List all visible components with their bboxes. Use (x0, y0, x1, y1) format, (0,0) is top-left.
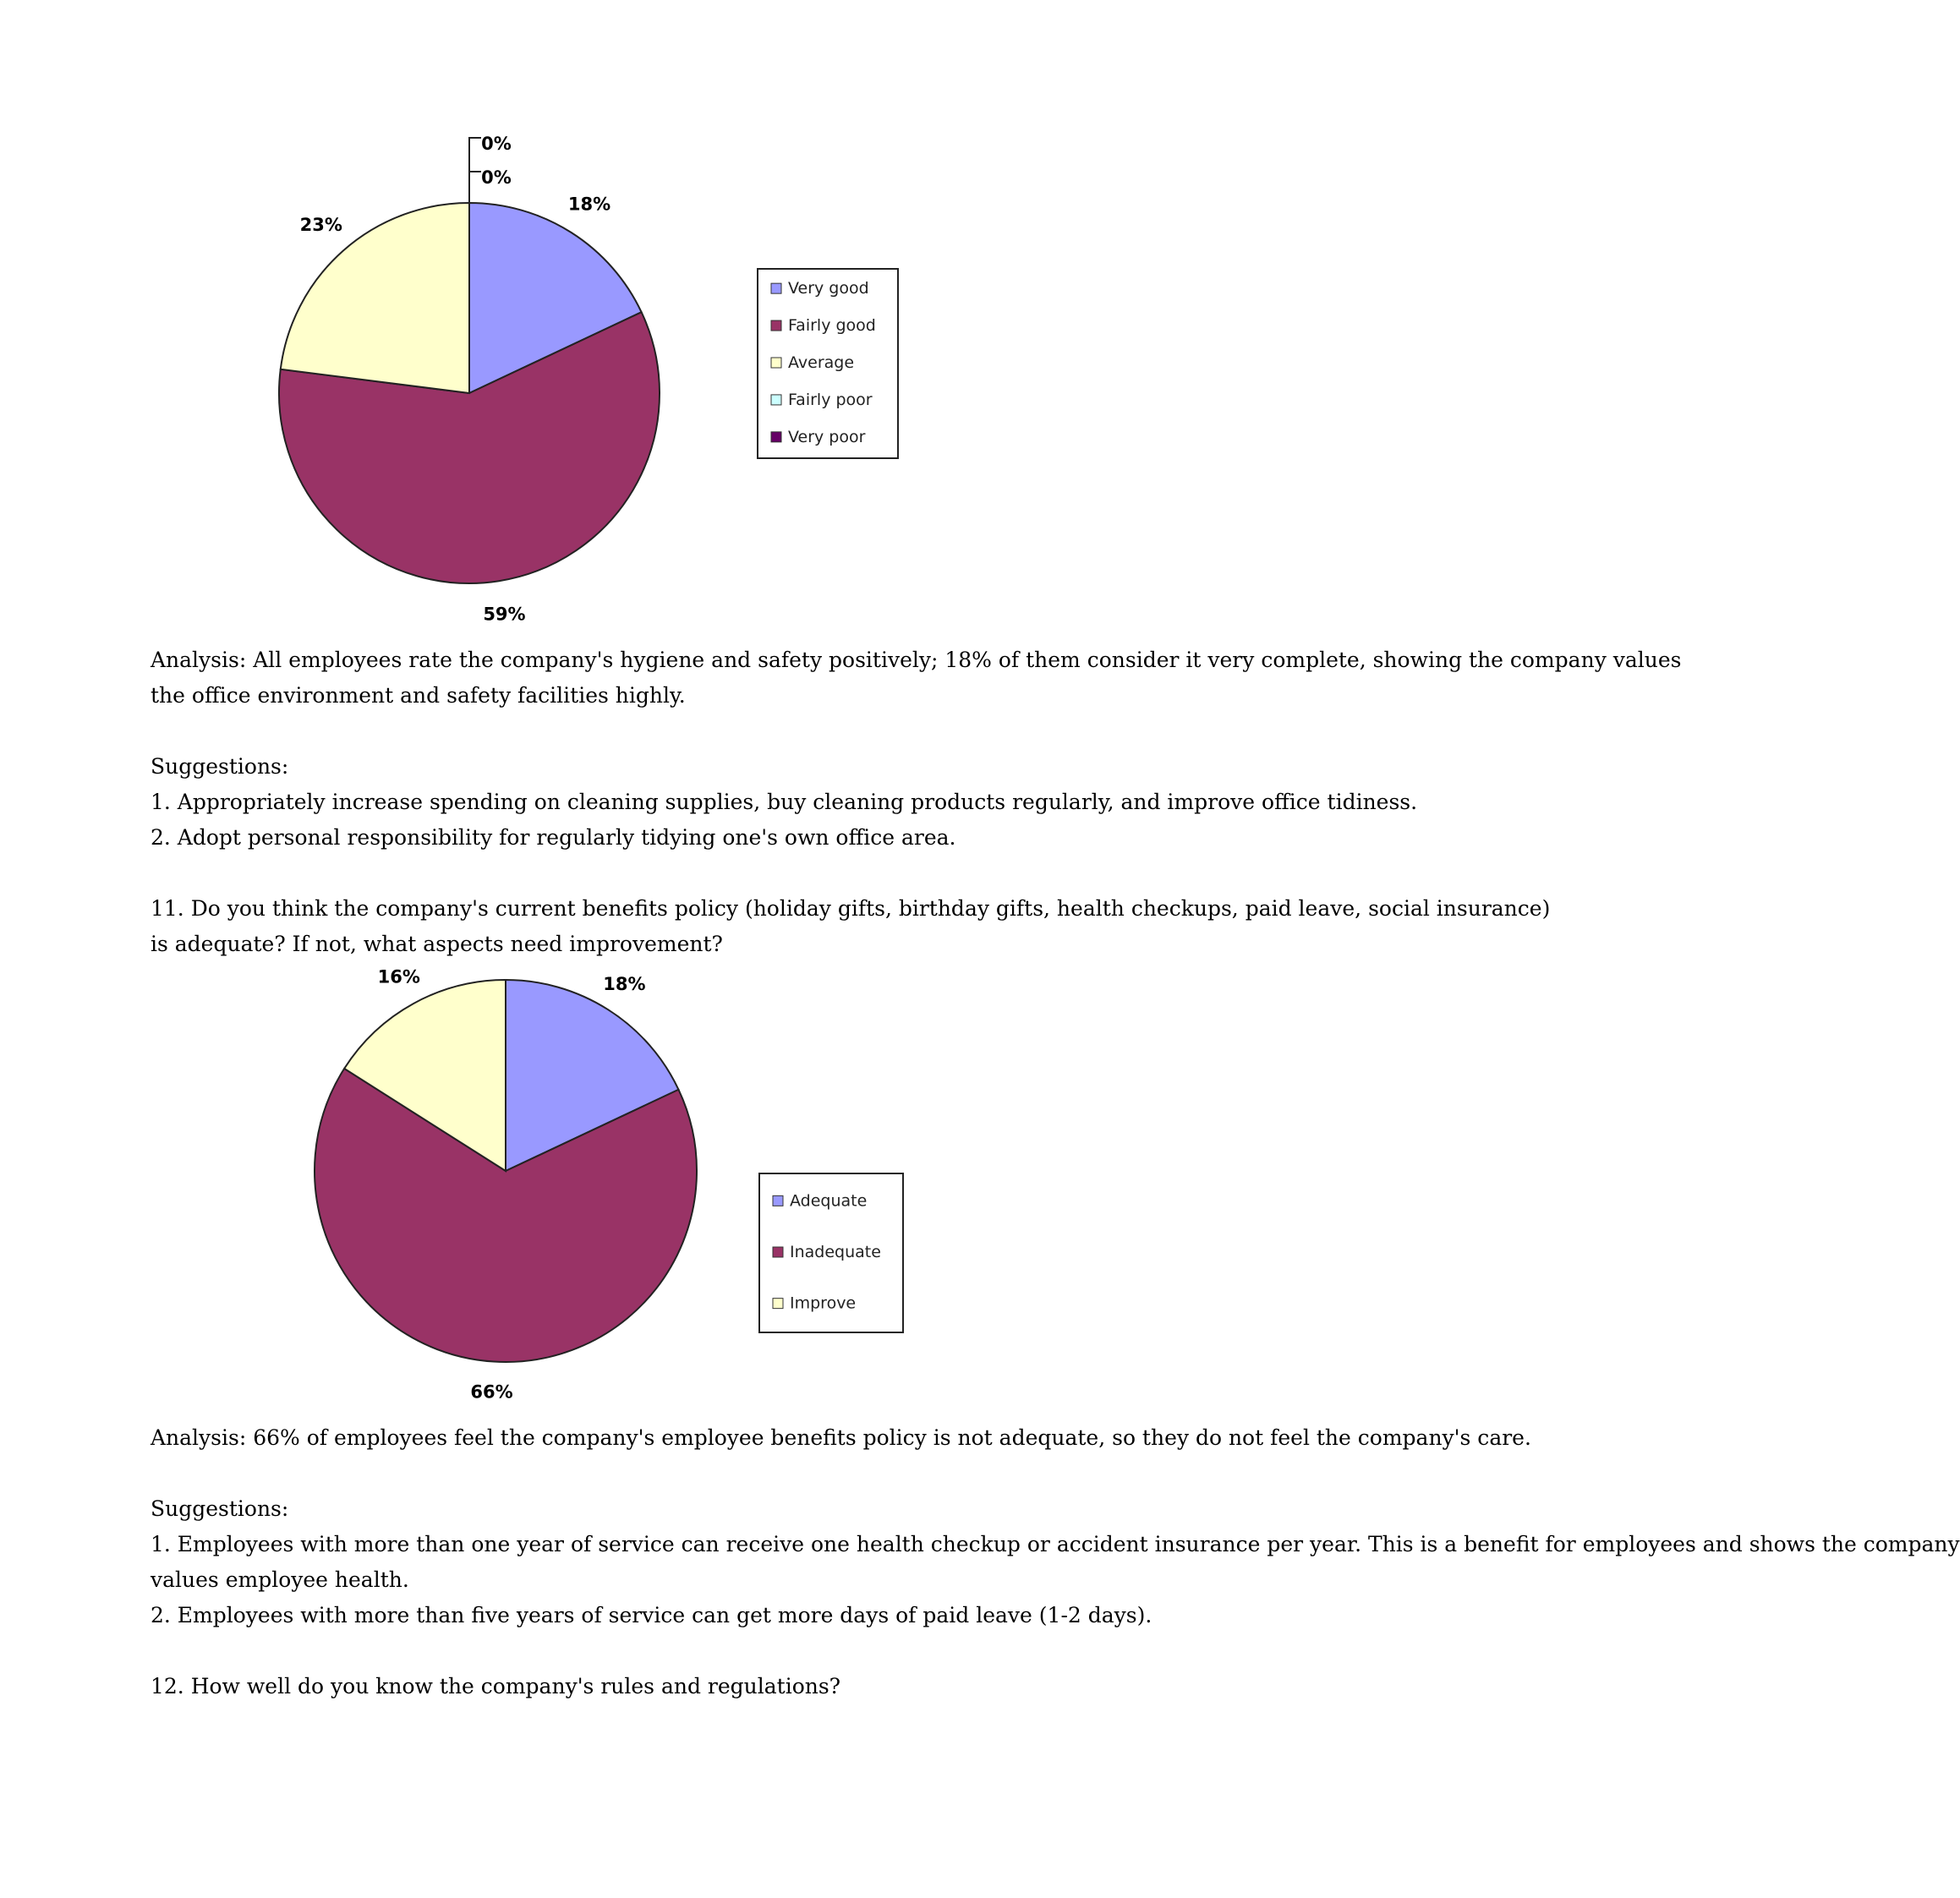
suggestions-1-title: Suggestions: (151, 754, 289, 779)
pie-1-legend-swatch-2 (771, 358, 781, 368)
pie-1-legend-entry-4: Very poor (788, 427, 866, 446)
suggestions-2-title: Suggestions: (151, 1496, 289, 1521)
question-11 (151, 891, 1550, 962)
pie-2-legend-swatch-1 (773, 1247, 783, 1257)
suggestions-block-2 (151, 1491, 1960, 1633)
analysis-1-line-1: Analysis: All employees rate the company's hygiene and safety positively; 18% of them consider it very complete, showing the company values (151, 648, 1682, 672)
pie-chart-1-svg (254, 118, 930, 626)
pie-chart-hygiene-safety (254, 118, 930, 626)
pie-1-label-2: 23% (299, 215, 342, 236)
suggestion-2-item-1: 1. Employees with more than one year of service can receive one health checkup or accident insurance per year. This is a benefit for employees and shows the company (151, 1532, 1960, 1556)
pie-2-legend-swatch-0 (773, 1195, 783, 1206)
suggestion-1-item-2: 2. Adopt personal responsibility for regularly tidying one's own office area. (151, 825, 956, 850)
pie-1-legend-swatch-3 (771, 395, 781, 405)
suggestion-2-item-2: 2. Employees with more than five years of service can get more days of paid leave (1-2 days). (151, 1603, 1152, 1627)
pie-chart-2-svg (254, 966, 930, 1412)
analysis-2-line-1: Analysis: 66% of employees feel the company's employee benefits policy is not adequate, so they do not feel the company's care. (151, 1425, 1531, 1450)
pie-1-label-3: 0% (481, 134, 512, 154)
analysis-block-1 (151, 643, 1682, 714)
pie-1-legend-entry-0: Very good (788, 279, 869, 298)
suggestion-1-item-1: 1. Appropriately increase spending on cleaning supplies, buy cleaning products regularly, and improve office tidiness. (151, 790, 1418, 814)
pie-1-legend-swatch-0 (771, 283, 781, 293)
question-12-line-1: 12. How well do you know the company's rules and regulations? (151, 1674, 841, 1698)
analysis-block-2 (151, 1420, 1531, 1456)
question-12 (151, 1669, 840, 1704)
pie-2-label-1: 66% (470, 1381, 513, 1403)
pie-2-legend-entry-2: Improve (790, 1294, 857, 1313)
pie-chart-benefits-policy (254, 966, 930, 1412)
pie-2-label-2: 16% (377, 966, 420, 987)
pie-1-legend-entry-1: Fairly good (788, 316, 876, 336)
pie-1-label-4: 0% (481, 167, 512, 188)
analysis-1-line-2: the office environment and safety facilities highly. (151, 683, 686, 708)
pie-1-label-0: 18% (567, 194, 611, 215)
pie-1-label-1: 59% (483, 604, 526, 625)
pie-1-legend-entry-3: Fairly poor (788, 390, 873, 409)
suggestions-block-1 (151, 749, 1417, 856)
question-11-line-1: 11. Do you think the company's current benefits policy (holiday gifts, birthday gifts, health checkups, paid leave, social insurance) (151, 896, 1551, 921)
pie-1-legend-swatch-4 (771, 432, 781, 442)
pie-2-label-0: 18% (603, 973, 646, 994)
question-11-line-2: is adequate? If not, what aspects need improvement? (151, 932, 723, 956)
pie-1-legend-swatch-1 (771, 320, 781, 331)
suggestion-2-item-1-cont: values employee health. (151, 1567, 409, 1592)
pie-2-legend-swatch-2 (773, 1299, 783, 1309)
pie-2-legend-entry-1: Inadequate (790, 1243, 881, 1261)
pie-1-legend-entry-2: Average (788, 353, 855, 372)
pie-2-legend-entry-0: Adequate (790, 1191, 868, 1211)
